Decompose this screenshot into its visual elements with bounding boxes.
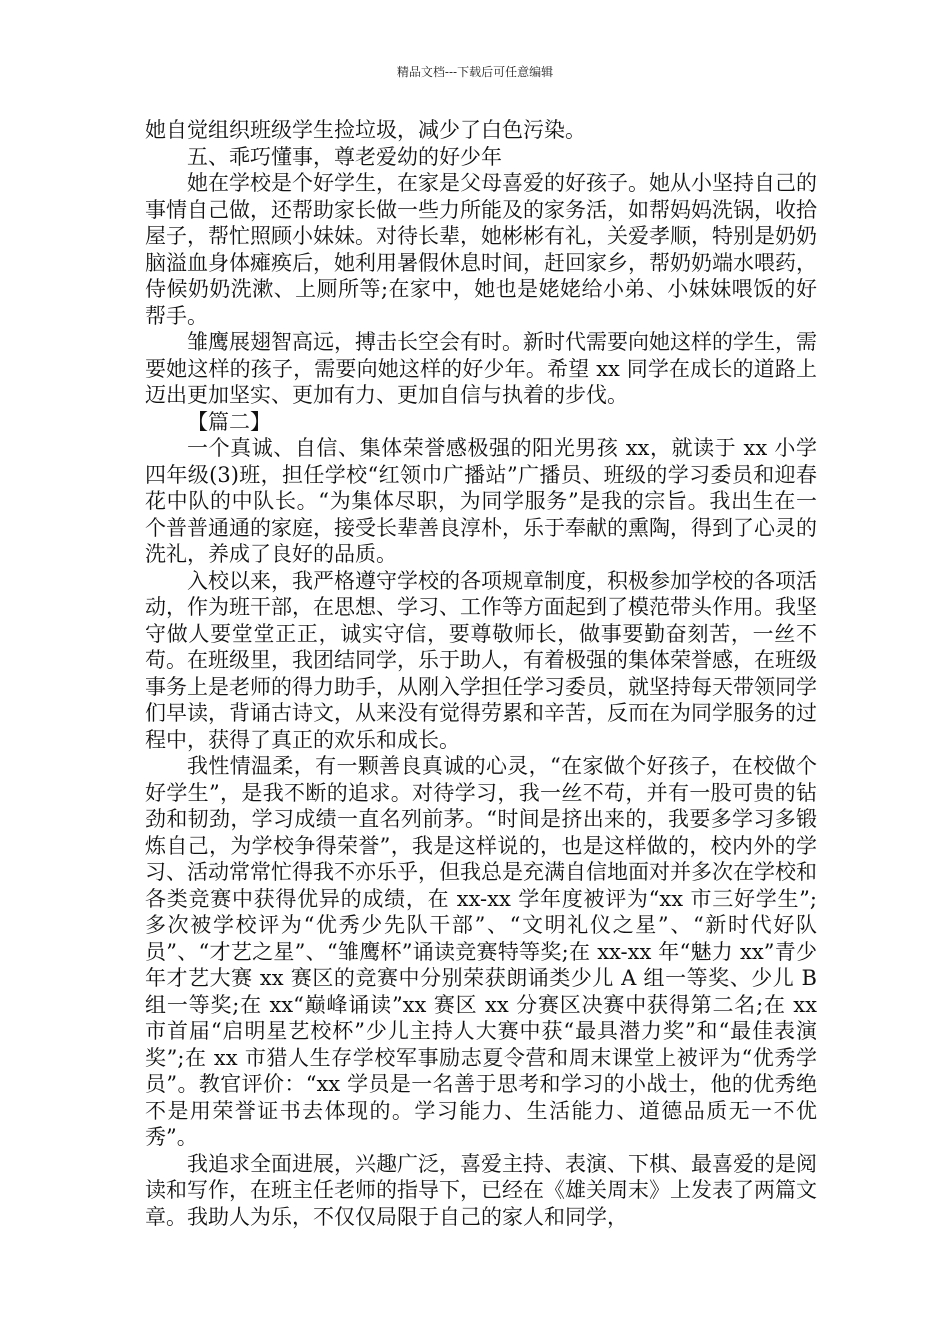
paragraph: 入校以来，我严格遵守学校的各项规章制度，积极参加学校的各项活动，作为班干部，在思想、学习、工作等方面起到了模范带头作用。我坚守做人要堂堂正正，诚实守信，要尊敬师长，做事要勤奋刻苦，一丝不苟。在班级里，我团结同学，乐于助人，有着极强的集体荣誉感，在班级事务上是老师的得力助手，从刚入学担任学习委员，就坚持每天带领同学们早读，背诵古诗文，从来没有觉得劳累和辛苦，反而在为同学服务的过程中，获得了真正的欢乐和成长。 <box>145 568 817 752</box>
paragraph: 她自觉组织班级学生捡垃圾，减少了白色污染。 <box>145 118 586 142</box>
paragraph: 一个真诚、自信、集体荣誉感极强的阳光男孩 xx，就读于 xx 小学四年级(3)班，担任学校“红领巾广播站”广播员、班级的学习委员和迎春花中队的中队长。“为集体尽职，为同学服务”是我的宗旨。我出生在一个普普通通的家庭，接受长辈善良淳朴，乐于奉献的熏陶，得到了心灵的洗礼，养成了良好的品质。 <box>145 436 817 566</box>
document-body <box>145 117 817 1230</box>
paragraph: 她在学校是个好学生，在家是父母喜爱的好孩子。她从小坚持自己的事情自己做，还帮助家长做一些力所能及的家务活，如帮妈妈洗锅，收拾屋子，帮忙照顾小妹妹。对待长辈，她彬彬有礼，关爱孝顺，特别是奶奶脑溢血身体瘫痪后，她利用暑假休息时间，赶回家乡，帮奶奶端水喂药，侍候奶奶洗漱、上厕所等;在家中，她也是姥姥给小弟、小妹妹喂饭的好帮手。 <box>145 171 817 328</box>
paragraph: 雏鹰展翅智高远，搏击长空会有时。新时代需要向她这样的学生，需要她这样的孩子，需要向她这样的好少年。希望 xx 同学在成长的道路上迈出更加坚实、更加有力、更加自信与执着的步伐。 <box>145 330 817 407</box>
paragraph: 我追求全面进展，兴趣广泛，喜爱主持、表演、下棋、最喜爱的是阅读和写作，在班主任老师的指导下，已经在《雄关周末》上发表了两篇文章。我助人为乐，不仅仅局限于自己的家人和同学， <box>145 1151 817 1229</box>
paragraph: 我性情温柔，有一颗善良真诚的心灵，“在家做个好孩子，在校做个好学生”，是我不断的追求。对待学习，我一丝不苟，并有一股可贵的钻劲和韧劲，学习成绩一直名列前茅。“时间是挤出来的，我要多学习多锻炼自己，为学校争得荣誉”，我是这样说的，也是这样做的，校内外的学习、活动常常忙得我不亦乐乎，但我总是充满自信地面对并多次在学校和各类竞赛中获得优异的成绩，在 xx-xx 学年度被评为“xx 市三好学生”;多次被学校评为“优秀少先队干部”、“文明礼仪之星”、“新时代好队员”、“才艺之星”、“雏鹰杯”诵读竞赛特等奖;在 xx-xx 年“魅力 xx”青少年才艺大赛 xx 赛区的竞赛中分别荣获朗诵类少儿 A 组一等奖、少儿 B 组一等奖;在 xx“巅峰诵读”xx 赛区 xx 分赛区决赛中获得第二名;在 xx 市首届“启明星艺校杯”少儿主持人大赛中获“最具潜力奖”和“最佳表演奖”;在 xx 市猎人生存学校军事励志夏令营和周末课堂上被评为“优秀学员”。教官评价：“xx 学员是一名善于思考和学习的小战士，他的优秀绝不是用荣誉证书去体现的。学习能力、生活能力、道德品质无一不优秀”。 <box>145 754 817 1149</box>
section-heading: 五、乖巧懂事，尊老爱幼的好少年 <box>187 144 502 169</box>
page-header: 精品文档---下载后可任意编辑 <box>396 65 554 79</box>
section-heading: 【篇二】 <box>187 409 271 434</box>
